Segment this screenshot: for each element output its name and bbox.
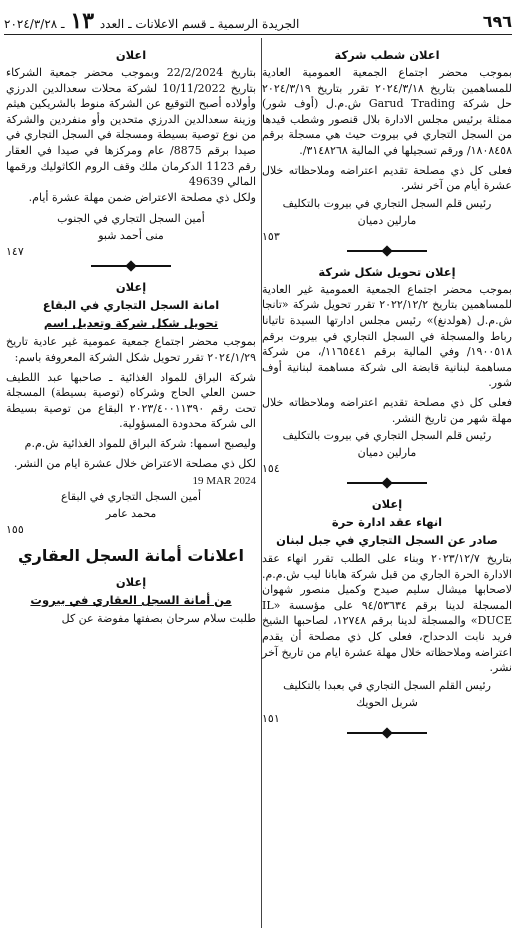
separator-ornament: [347, 479, 427, 487]
notice-body: وليصبح اسمها: شركة البراق للمواد الغذائية ش.م.م: [24, 436, 256, 450]
notice-body: بموجب محضر اجتماع جمعية عمومية غير عادية تاريخ ٢٠٢٤/١/٢٩ تقرر تحويل شكل الشركة المعروفة باسم:: [6, 335, 256, 364]
separator-ornament: [347, 729, 427, 737]
signature-name: شربل الحويك: [356, 695, 418, 709]
notice-number: ١٥٥: [6, 523, 24, 537]
signature-name: مارلين دميان: [357, 446, 417, 460]
signature-name: منى أحمد شبو: [98, 229, 164, 243]
notice-body: بتاريخ 22/2/2024 وبموجب محضر جمعية الشركاء بتاريخ 10/11/2022 لشركة محلات سعدالدين الدرزي وأولاده أصبح التوقيع عن الشركة منوط بالشريكين هيثم وزينة سعدالدين الدرزي متحدين وأو منفردين والشركة من نوع توصية بسيطة ومسجلة في السجل التجاري في صيدا برقم 8875/ عام ومركزها في صيدا في العقار رقم 1123 الدكرمان ملك وقف الروم الكاثوليك ورقمها المالي 49639: [6, 66, 256, 189]
signature-name: محمد عامر: [105, 507, 157, 521]
journal-name: الجريدة الرسمية ـ قسم الاعلانات ـ العدد: [99, 17, 300, 31]
page-number: ٦٩٦: [482, 11, 512, 31]
real-estate-section: [6, 546, 256, 627]
notice-154: [262, 265, 512, 487]
notice-objection: فعلى كل ذي مصلحة تقديم اعتراضه وملاحظاته خلال عشرة أيام من آخر نشر.: [262, 163, 512, 193]
signature-name: مارلين دميان: [357, 213, 417, 227]
notice-number: ١٤٧: [6, 245, 24, 259]
notice-subtitle: انهاء عقد ادارة حرة: [331, 515, 443, 530]
notice-number: ١٥١: [262, 711, 280, 725]
notice-objection: ولكل ذي مصلحة الاعتراض ضمن مهلة عشرة أيام.: [28, 190, 256, 204]
notice-147: [6, 48, 256, 270]
signature-title: أمين السجل التجاري في الجنوب: [57, 212, 205, 226]
signature-title: رئيس قلم السجل التجاري في بيروت بالتكليف: [282, 429, 492, 443]
notice-subtitle: امانة السجل التجاري في البقاع: [42, 298, 220, 313]
issue-date: ـ ٢٠٢٤/٣/٢٨: [4, 17, 65, 31]
notice-number: ١٥٣: [262, 229, 280, 243]
notice-153: [262, 48, 512, 255]
page-header: [4, 8, 512, 35]
separator-ornament: [91, 262, 171, 270]
notice-subtitle: صادر عن السجل التجاري في جبل لبنان: [276, 533, 498, 548]
notice-151: [262, 497, 512, 737]
separator-ornament: [347, 247, 427, 255]
notice-body: بتاريخ ٢٠٢٣/١٢/٧ وبناء على الطلب تقرر انهاء عقد الادارة الحرة الجاري من قبل شركة هابانا ليب ش.م.م. لاصحابها ميشال سليم صيدح وكميل منصور شهوان المسجلة لدينا برقم ٩٤/٥٣٦٣٤ على مؤسسة «IL DUCE» والمسجلة لدينا برقم ١٢٧٤٨، لصاحبها الشيخ فريد نابت الدحداح، فعلى كل ذي مصلحة أن يقدم اعتراضه وملاحظاته خلال مهلة عشرة ايام من تاريخ آخر نشر.: [262, 552, 512, 675]
notice-title: إعلان: [115, 575, 147, 590]
notice-date: 19 MAR 2024: [192, 475, 256, 488]
notice-body: شركة البراق للمواد الغذائية ـ صاحبها عبد اللطيف حسن العلي الحاج وشركاه (توصية بسيطة) المسجلة تحت رقم ٢٠٢٣/٤٠٠١١٣٩٠ البقاع من توصية بسيطة الى شركة محدودة المسؤولية.: [6, 370, 256, 431]
notice-155: [6, 280, 256, 536]
signature-title: رئيس قلم السجل التجاري في بيروت بالتكليف: [282, 196, 492, 210]
notice-objection: لكل ذي مصلحة الاعتراض خلال عشرة ايام من النشر.: [13, 456, 256, 470]
issue-number: ١٣: [70, 8, 95, 34]
notice-objection: فعلى كل ذي مصلحة تقديم اعتراضه وملاحظاته خلال مهلة شهر من تاريخ النشر.: [262, 395, 512, 425]
notice-body: بموجب محضر اجتماع الجمعية العمومية العادية للمساهمين بتاريخ ٢٠٢٤/٣/١٨ تقرر بتاريخ ٢٠٢٤/٣/١٩ حل شركة Garud Trading ش.م.ل (أوف شور) ممثلة برئيس مجلس الادارة بلال قنصور وشطب قيدها من السجل التجاري في بيروت حيث هي مسجلة برقم ١٨٠٨٤٥٨/ ورقم تسجيلها في المالية ٣١٤٨٢٦٨/.: [262, 66, 512, 157]
notice-title: اعلان: [115, 48, 147, 62]
signature-title: أمين السجل التجاري في البقاع: [60, 490, 201, 504]
left-column: [6, 38, 256, 928]
header-info: [4, 8, 299, 34]
notice-subtitle: من أمانة السجل العقاري في بيروت: [30, 593, 232, 608]
notice-title: إعلان تحويل شكل شركة: [318, 264, 456, 279]
notice-title: إعلان: [371, 497, 403, 512]
notice-title: اعلان شطب شركة: [334, 48, 440, 62]
notice-title: إعلان: [115, 280, 147, 295]
signature-title: رئيس القلم السجل التجاري في بعبدا بالتكليف: [283, 678, 491, 692]
section-heading: اعلانات أمانة السجل العقاري: [18, 546, 244, 566]
notice-number: ١٥٤: [262, 462, 280, 476]
right-column: [262, 38, 512, 928]
notice-subtitle: تحويل شكل شركة وتعديل اسم: [43, 316, 219, 331]
notice-body: بموجب محضر اجتماع الجمعية العمومية غير العادية للمساهمين بتاريخ ٢٠٢٢/١٢/٢ تقرر تحويل شركة «تانجا ش.م.ل (هولدنغ)» رئيس مجلس ادارتها السيدة تاتيانا رباط والمسجلة في السجل التجاري في بيروت برقم ١٩٠٠٥١٨/ وفي المالية برقم ١١٦٥٤٤١/، من شركة مساهمة لبنانية قابضة الى شركة مساهمة لبنانية أوف شور.: [262, 282, 512, 390]
notice-body: طلبت سلام سرحان بصفتها مفوضة عن كل: [61, 612, 256, 626]
